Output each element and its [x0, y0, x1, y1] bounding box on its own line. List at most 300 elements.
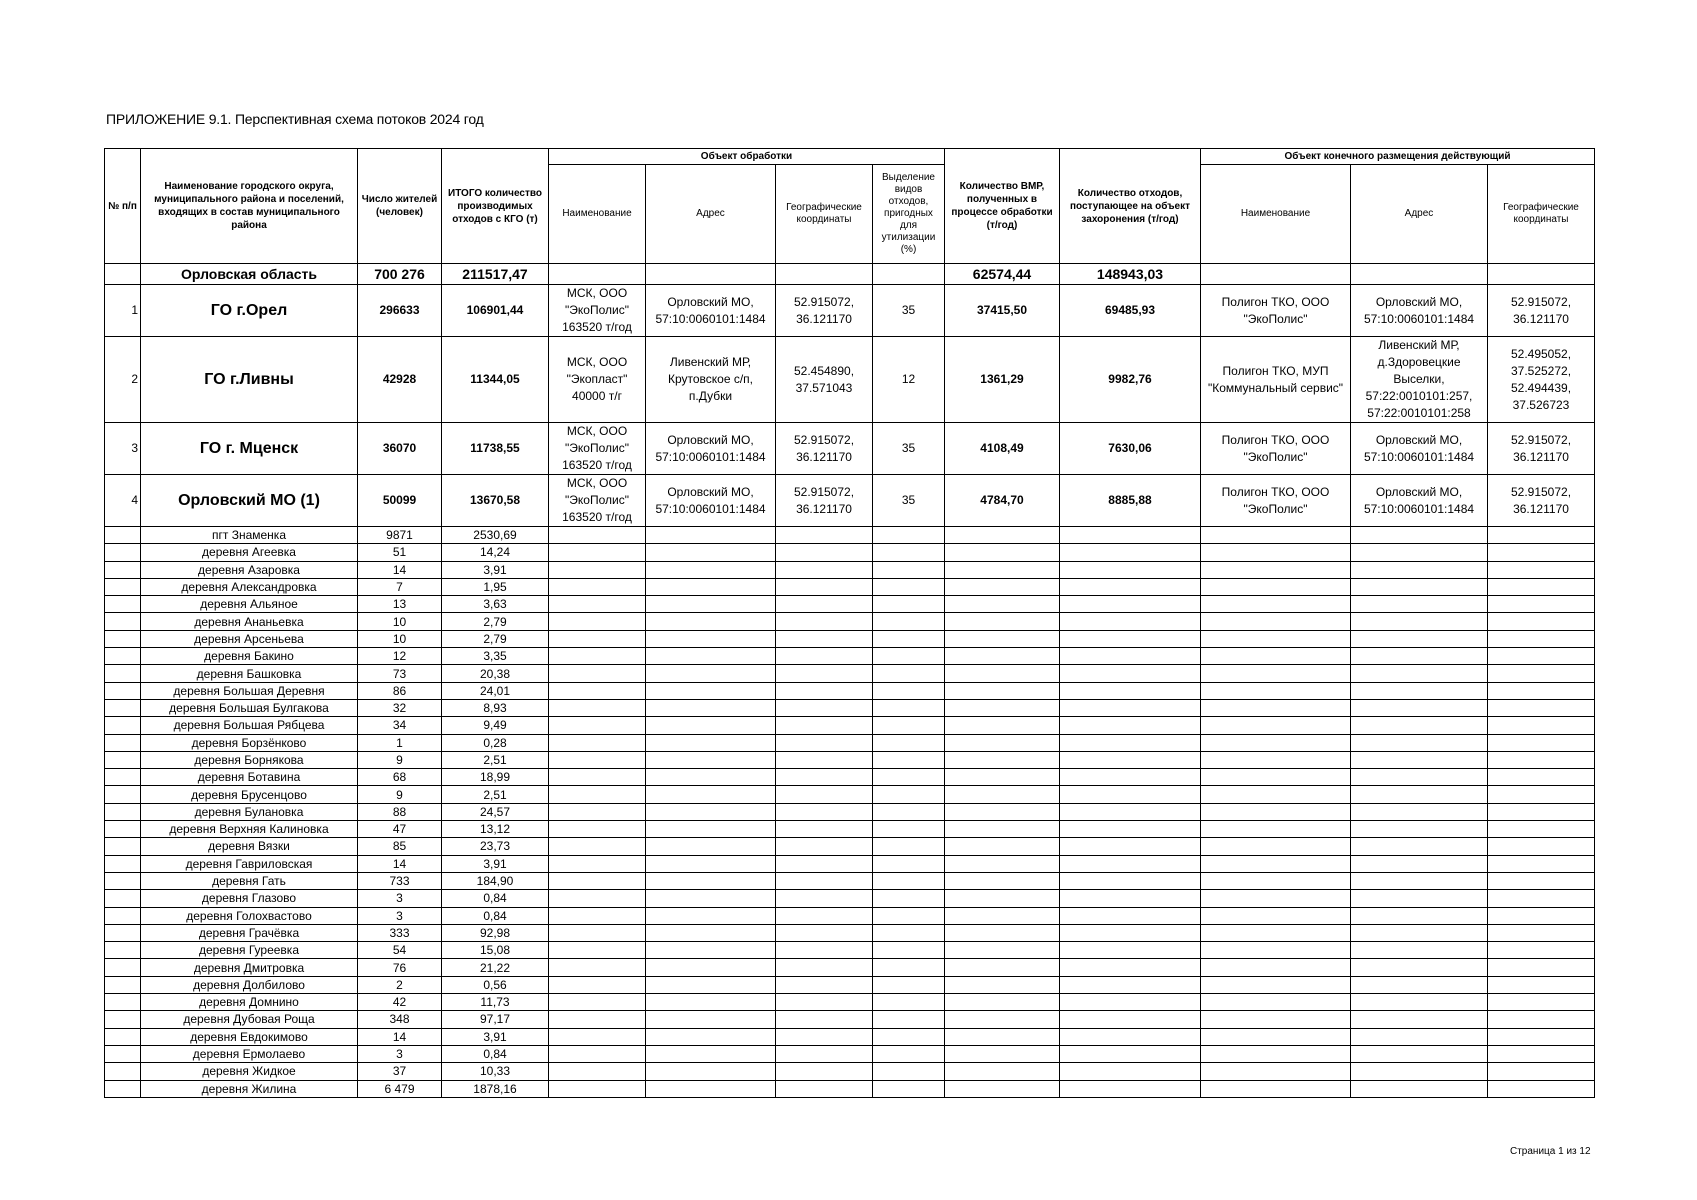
empty-cell: [1060, 942, 1201, 959]
settlement-row: [105, 734, 1595, 751]
mun-final-coords: 52.915072, 36.121170: [1488, 285, 1595, 337]
empty-cell: [549, 907, 646, 924]
empty-cell: [646, 578, 776, 595]
settlement-total: 0,56: [442, 976, 549, 993]
empty-cell: [1351, 596, 1488, 613]
empty-cell: [1060, 613, 1201, 630]
empty-cell: [776, 751, 873, 768]
empty-cell: [1201, 734, 1351, 751]
settlement-population: 348: [358, 1011, 442, 1028]
empty-cell: [873, 734, 945, 751]
mun-name: Орловский МО (1): [141, 475, 358, 527]
region-name: Орловская область: [141, 264, 358, 285]
settlement-name: пгт Знаменка: [141, 527, 358, 544]
settlement-row: [105, 578, 1595, 595]
empty-cell: [1488, 561, 1595, 578]
settlement-population: 333: [358, 924, 442, 941]
empty-cell: [873, 613, 945, 630]
empty-cell: [945, 561, 1060, 578]
empty-cell: [776, 613, 873, 630]
empty-cell: [873, 803, 945, 820]
empty-cell: [1060, 855, 1201, 872]
empty-cell: [1201, 527, 1351, 544]
empty-cell: [1060, 907, 1201, 924]
mun-population: 296633: [358, 285, 442, 337]
empty-cell: [646, 699, 776, 716]
settlement-name: деревня Дмитровка: [141, 959, 358, 976]
empty-cell: [776, 976, 873, 993]
settlement-name: деревня Верхняя Калиновка: [141, 821, 358, 838]
settlement-total: 11,73: [442, 994, 549, 1011]
empty-cell: [646, 855, 776, 872]
mun-share: 35: [873, 475, 945, 527]
header-burial: Количество отходов, поступающее на объект захоронения (т/год): [1060, 149, 1201, 264]
settlement-total: 2,51: [442, 751, 549, 768]
empty-cell: [549, 872, 646, 889]
empty-cell: [1351, 648, 1488, 665]
settlement-total: 14,24: [442, 544, 549, 561]
empty-cell: [646, 596, 776, 613]
mun-proc-coords: 52.454890, 37.571043: [776, 337, 873, 423]
empty-cell: [1201, 1028, 1351, 1045]
mun-proc-address: Ливенский МР, Крутовское с/п, п.Дубки: [646, 337, 776, 423]
empty-cell: [646, 751, 776, 768]
empty-cell: [549, 838, 646, 855]
settlement-row: [105, 1080, 1595, 1097]
empty-cell: [646, 544, 776, 561]
empty-cell: [549, 544, 646, 561]
empty-cell: [549, 1011, 646, 1028]
empty-cell: [1060, 630, 1201, 647]
settlement-row: [105, 613, 1595, 630]
waste-flow-table: [104, 148, 1595, 1098]
municipality-row: [105, 337, 1595, 423]
empty-cell: [945, 872, 1060, 889]
empty-cell: [646, 682, 776, 699]
empty-cell: [1488, 596, 1595, 613]
empty-cell: [1488, 769, 1595, 786]
empty-cell: [945, 1045, 1060, 1062]
empty-cell: [776, 786, 873, 803]
empty-cell: [945, 994, 1060, 1011]
empty-cell: [1351, 1011, 1488, 1028]
mun-population: 36070: [358, 423, 442, 475]
empty-cell: [549, 803, 646, 820]
header-final-coords: Географические координаты: [1488, 165, 1595, 264]
settlement-population: 3: [358, 907, 442, 924]
settlement-population: 7: [358, 578, 442, 595]
settlement-total: 20,38: [442, 665, 549, 682]
settlement-num: [105, 682, 141, 699]
mun-total: 11738,55: [442, 423, 549, 475]
empty-cell: [1060, 527, 1201, 544]
settlement-total: 3,91: [442, 561, 549, 578]
settlement-total: 2,79: [442, 613, 549, 630]
settlement-total: 13,12: [442, 821, 549, 838]
empty-cell: [549, 890, 646, 907]
settlement-name: деревня Вязки: [141, 838, 358, 855]
empty-cell: [1488, 630, 1595, 647]
settlement-population: 9871: [358, 527, 442, 544]
empty-cell: [1488, 544, 1595, 561]
empty-cell: [1351, 838, 1488, 855]
settlement-num: [105, 1063, 141, 1080]
empty-cell: [945, 838, 1060, 855]
group-header-row: [105, 149, 1595, 165]
empty-cell: [549, 717, 646, 734]
empty-cell: [945, 924, 1060, 941]
empty-cell: [945, 786, 1060, 803]
empty-cell: [945, 1011, 1060, 1028]
empty-cell: [776, 1011, 873, 1028]
empty-cell: [1488, 1028, 1595, 1045]
settlement-name: деревня Глазово: [141, 890, 358, 907]
empty-cell: [549, 578, 646, 595]
empty-cell: [776, 596, 873, 613]
empty-cell: [549, 1045, 646, 1062]
settlement-num: [105, 578, 141, 595]
settlement-num: [105, 872, 141, 889]
empty-cell: [776, 872, 873, 889]
settlement-name: деревня Ананьевка: [141, 613, 358, 630]
empty-cell: [646, 561, 776, 578]
empty-cell: [873, 717, 945, 734]
settlement-row: [105, 751, 1595, 768]
empty-cell: [549, 924, 646, 941]
settlement-row: [105, 717, 1595, 734]
empty-cell: [1201, 561, 1351, 578]
empty-cell: [1201, 682, 1351, 699]
empty-cell: [873, 855, 945, 872]
settlement-num: [105, 734, 141, 751]
empty-cell: [1201, 717, 1351, 734]
mun-share: 35: [873, 285, 945, 337]
settlement-row: [105, 648, 1595, 665]
settlement-total: 0,84: [442, 1045, 549, 1062]
settlement-name: деревня Большая Булгакова: [141, 699, 358, 716]
empty-cell: [646, 665, 776, 682]
mun-proc-name: МСК, ООО "ЭкоПолис" 163520 т/год: [549, 285, 646, 337]
empty-cell: [549, 527, 646, 544]
empty-cell: [945, 976, 1060, 993]
empty-cell: [1201, 544, 1351, 561]
empty-cell: [1488, 890, 1595, 907]
empty-cell: [549, 1080, 646, 1097]
mun-final-coords: 52.915072, 36.121170: [1488, 475, 1595, 527]
mun-final-coords: 52.495052, 37.525272, 52.494439, 37.526723: [1488, 337, 1595, 423]
empty-cell: [549, 942, 646, 959]
empty-cell: [646, 630, 776, 647]
empty-cell: [646, 976, 776, 993]
empty-cell: [1201, 907, 1351, 924]
empty-cell: [776, 769, 873, 786]
empty-cell: [1488, 1045, 1595, 1062]
mun-proc-coords: 52.915072, 36.121170: [776, 423, 873, 475]
empty-cell: [549, 648, 646, 665]
settlement-population: 12: [358, 648, 442, 665]
empty-cell: [945, 890, 1060, 907]
settlement-num: [105, 665, 141, 682]
settlement-name: деревня Александровка: [141, 578, 358, 595]
empty-cell: [873, 786, 945, 803]
empty-cell: [1060, 959, 1201, 976]
empty-cell: [776, 838, 873, 855]
empty-cell: [1060, 924, 1201, 941]
header-final-name: Наименование: [1201, 165, 1351, 264]
settlement-num: [105, 717, 141, 734]
empty-cell: [776, 717, 873, 734]
group-header-final-placement: Объект конечного размещения действующий: [1201, 149, 1595, 165]
empty-cell: [1060, 821, 1201, 838]
empty-cell: [549, 994, 646, 1011]
settlement-num: [105, 751, 141, 768]
empty-cell: [1060, 1028, 1201, 1045]
empty-cell: [1488, 924, 1595, 941]
mun-total: 13670,58: [442, 475, 549, 527]
settlement-population: 9: [358, 751, 442, 768]
empty-cell: [776, 682, 873, 699]
settlement-row: [105, 942, 1595, 959]
empty-cell: [873, 959, 945, 976]
settlement-row: [105, 1028, 1595, 1045]
empty-cell: [1201, 976, 1351, 993]
settlement-row: [105, 682, 1595, 699]
mun-vmr: 1361,29: [945, 337, 1060, 423]
empty-cell: [549, 682, 646, 699]
empty-cell: [1488, 907, 1595, 924]
empty-cell: [1351, 821, 1488, 838]
empty-cell: [945, 682, 1060, 699]
empty-cell: [1201, 890, 1351, 907]
municipality-row: [105, 475, 1595, 527]
empty-cell: [873, 942, 945, 959]
empty-cell: [873, 1011, 945, 1028]
empty-cell: [646, 717, 776, 734]
mun-name: ГО г.Орел: [141, 285, 358, 337]
empty-cell: [1201, 648, 1351, 665]
header-num: № п/п: [105, 149, 141, 264]
settlement-population: 42: [358, 994, 442, 1011]
settlement-row: [105, 994, 1595, 1011]
empty-cell: [1351, 734, 1488, 751]
empty-cell: [1351, 1045, 1488, 1062]
empty-cell: [549, 1063, 646, 1080]
empty-cell: [945, 855, 1060, 872]
mun-final-address: Ливенский МР, д.Здоровецкие Выселки, 57:22:0010101:257, 57:22:0010101:258: [1351, 337, 1488, 423]
header-proc-address: Адрес: [646, 165, 776, 264]
empty-cell: [1201, 821, 1351, 838]
empty-cell: [646, 959, 776, 976]
settlement-row: [105, 855, 1595, 872]
empty-cell: [945, 751, 1060, 768]
mun-final-name: Полигон ТКО, ООО "ЭкоПолис": [1201, 475, 1351, 527]
empty-cell: [873, 872, 945, 889]
settlement-num: [105, 630, 141, 647]
empty-cell: [1060, 596, 1201, 613]
empty-cell: [1351, 630, 1488, 647]
empty-cell: [1351, 578, 1488, 595]
empty-cell: [1488, 838, 1595, 855]
empty-cell: [549, 561, 646, 578]
settlement-population: 34: [358, 717, 442, 734]
empty-cell: [646, 994, 776, 1011]
empty-cell: [776, 959, 873, 976]
settlement-num: [105, 561, 141, 578]
empty-cell: [549, 786, 646, 803]
settlement-name: деревня Гуреевка: [141, 942, 358, 959]
empty-cell: [776, 630, 873, 647]
settlement-row: [105, 907, 1595, 924]
settlement-name: деревня Дубовая Роща: [141, 1011, 358, 1028]
region-total-row: [105, 264, 1595, 285]
settlement-population: 13: [358, 596, 442, 613]
empty-cell: [1351, 907, 1488, 924]
empty-cell: [776, 1045, 873, 1062]
settlement-name: деревня Гать: [141, 872, 358, 889]
settlement-row: [105, 872, 1595, 889]
municipality-row: [105, 285, 1595, 337]
empty-cell: [549, 596, 646, 613]
header-share: Выделение видов отходов, пригодных для утилизации (%): [873, 165, 945, 264]
settlement-row: [105, 803, 1595, 820]
empty-cell: [1201, 596, 1351, 613]
empty-cell: [776, 924, 873, 941]
mun-burial: 69485,93: [1060, 285, 1201, 337]
empty-cell: [1201, 1063, 1351, 1080]
settlement-total: 0,84: [442, 890, 549, 907]
empty-cell: [549, 959, 646, 976]
empty-cell: [1060, 717, 1201, 734]
settlement-row: [105, 924, 1595, 941]
settlement-total: 2530,69: [442, 527, 549, 544]
empty-cell: [1060, 872, 1201, 889]
empty-cell: [646, 613, 776, 630]
settlement-total: 24,01: [442, 682, 549, 699]
municipality-row: [105, 423, 1595, 475]
mun-num: 1: [105, 285, 141, 337]
empty-cell: [873, 838, 945, 855]
settlement-num: [105, 786, 141, 803]
empty-cell: [1351, 855, 1488, 872]
empty-cell: [646, 648, 776, 665]
header-total: ИТОГО количество производимых отходов с КГО (т): [442, 149, 549, 264]
settlement-num: [105, 1028, 141, 1045]
settlement-total: 2,51: [442, 786, 549, 803]
empty-cell: [1488, 578, 1595, 595]
empty-cell: [945, 596, 1060, 613]
empty-cell: [1351, 665, 1488, 682]
empty-cell: [945, 959, 1060, 976]
empty-cell: [1351, 942, 1488, 959]
settlement-row: [105, 976, 1595, 993]
settlement-total: 1,95: [442, 578, 549, 595]
settlement-total: 0,28: [442, 734, 549, 751]
settlement-num: [105, 544, 141, 561]
mun-vmr: 37415,50: [945, 285, 1060, 337]
settlement-name: деревня Брусенцово: [141, 786, 358, 803]
settlement-total: 2,79: [442, 630, 549, 647]
empty-cell: [549, 613, 646, 630]
region-num: [105, 264, 141, 285]
empty-cell: [1060, 544, 1201, 561]
settlement-name: деревня Арсеньева: [141, 630, 358, 647]
settlement-num: [105, 648, 141, 665]
empty-cell: [1488, 648, 1595, 665]
mun-final-address: Орловский МО, 57:10:0060101:1484: [1351, 475, 1488, 527]
settlement-row: [105, 527, 1595, 544]
mun-proc-name: МСК, ООО "ЭкоПолис" 163520 т/год: [549, 475, 646, 527]
empty-cell: [1488, 872, 1595, 889]
empty-cell: [1201, 994, 1351, 1011]
empty-cell: [1351, 682, 1488, 699]
empty-cell: [549, 821, 646, 838]
empty-cell: [1060, 751, 1201, 768]
empty-cell: [776, 665, 873, 682]
settlement-total: 3,91: [442, 855, 549, 872]
empty-cell: [945, 648, 1060, 665]
empty-cell: [776, 699, 873, 716]
empty-cell: [945, 1028, 1060, 1045]
settlement-population: 14: [358, 1028, 442, 1045]
mun-final-address: Орловский МО, 57:10:0060101:1484: [1351, 285, 1488, 337]
settlement-population: 2: [358, 976, 442, 993]
settlement-num: [105, 959, 141, 976]
settlement-total: 10,33: [442, 1063, 549, 1080]
empty-cell: [1488, 613, 1595, 630]
settlement-total: 3,63: [442, 596, 549, 613]
settlement-num: [105, 699, 141, 716]
empty-cell: [646, 924, 776, 941]
empty-cell: [1351, 1028, 1488, 1045]
empty-cell: [646, 769, 776, 786]
empty-cell: [1488, 717, 1595, 734]
empty-cell: [1488, 959, 1595, 976]
settlement-total: 97,17: [442, 1011, 549, 1028]
settlement-name: деревня Башковка: [141, 665, 358, 682]
settlement-name: деревня Долбилово: [141, 976, 358, 993]
empty-cell: [1351, 924, 1488, 941]
empty-cell: [1488, 665, 1595, 682]
empty-cell: [945, 769, 1060, 786]
settlement-name: деревня Грачёвка: [141, 924, 358, 941]
empty-cell: [776, 544, 873, 561]
empty-cell: [646, 527, 776, 544]
empty-cell: [945, 734, 1060, 751]
settlement-row: [105, 544, 1595, 561]
settlement-num: [105, 855, 141, 872]
empty-cell: [646, 1080, 776, 1097]
mun-proc-coords: 52.915072, 36.121170: [776, 285, 873, 337]
empty-cell: [776, 648, 873, 665]
settlement-row: [105, 561, 1595, 578]
empty-cell: [1351, 699, 1488, 716]
mun-proc-address: Орловский МО, 57:10:0060101:1484: [646, 285, 776, 337]
settlement-name: деревня Альяное: [141, 596, 358, 613]
empty-cell: [776, 821, 873, 838]
empty-cell: [1351, 769, 1488, 786]
settlement-row: [105, 1063, 1595, 1080]
settlement-row: [105, 838, 1595, 855]
empty-cell: [873, 769, 945, 786]
empty-cell: [1488, 699, 1595, 716]
header-name: Наименование городского округа, муниципального района и поселений, входящих в состав муниципального района: [141, 149, 358, 264]
empty-cell: [873, 1028, 945, 1045]
settlement-row: [105, 1011, 1595, 1028]
empty-cell: [646, 786, 776, 803]
empty-cell: [776, 734, 873, 751]
empty-cell: [873, 682, 945, 699]
settlement-total: 18,99: [442, 769, 549, 786]
